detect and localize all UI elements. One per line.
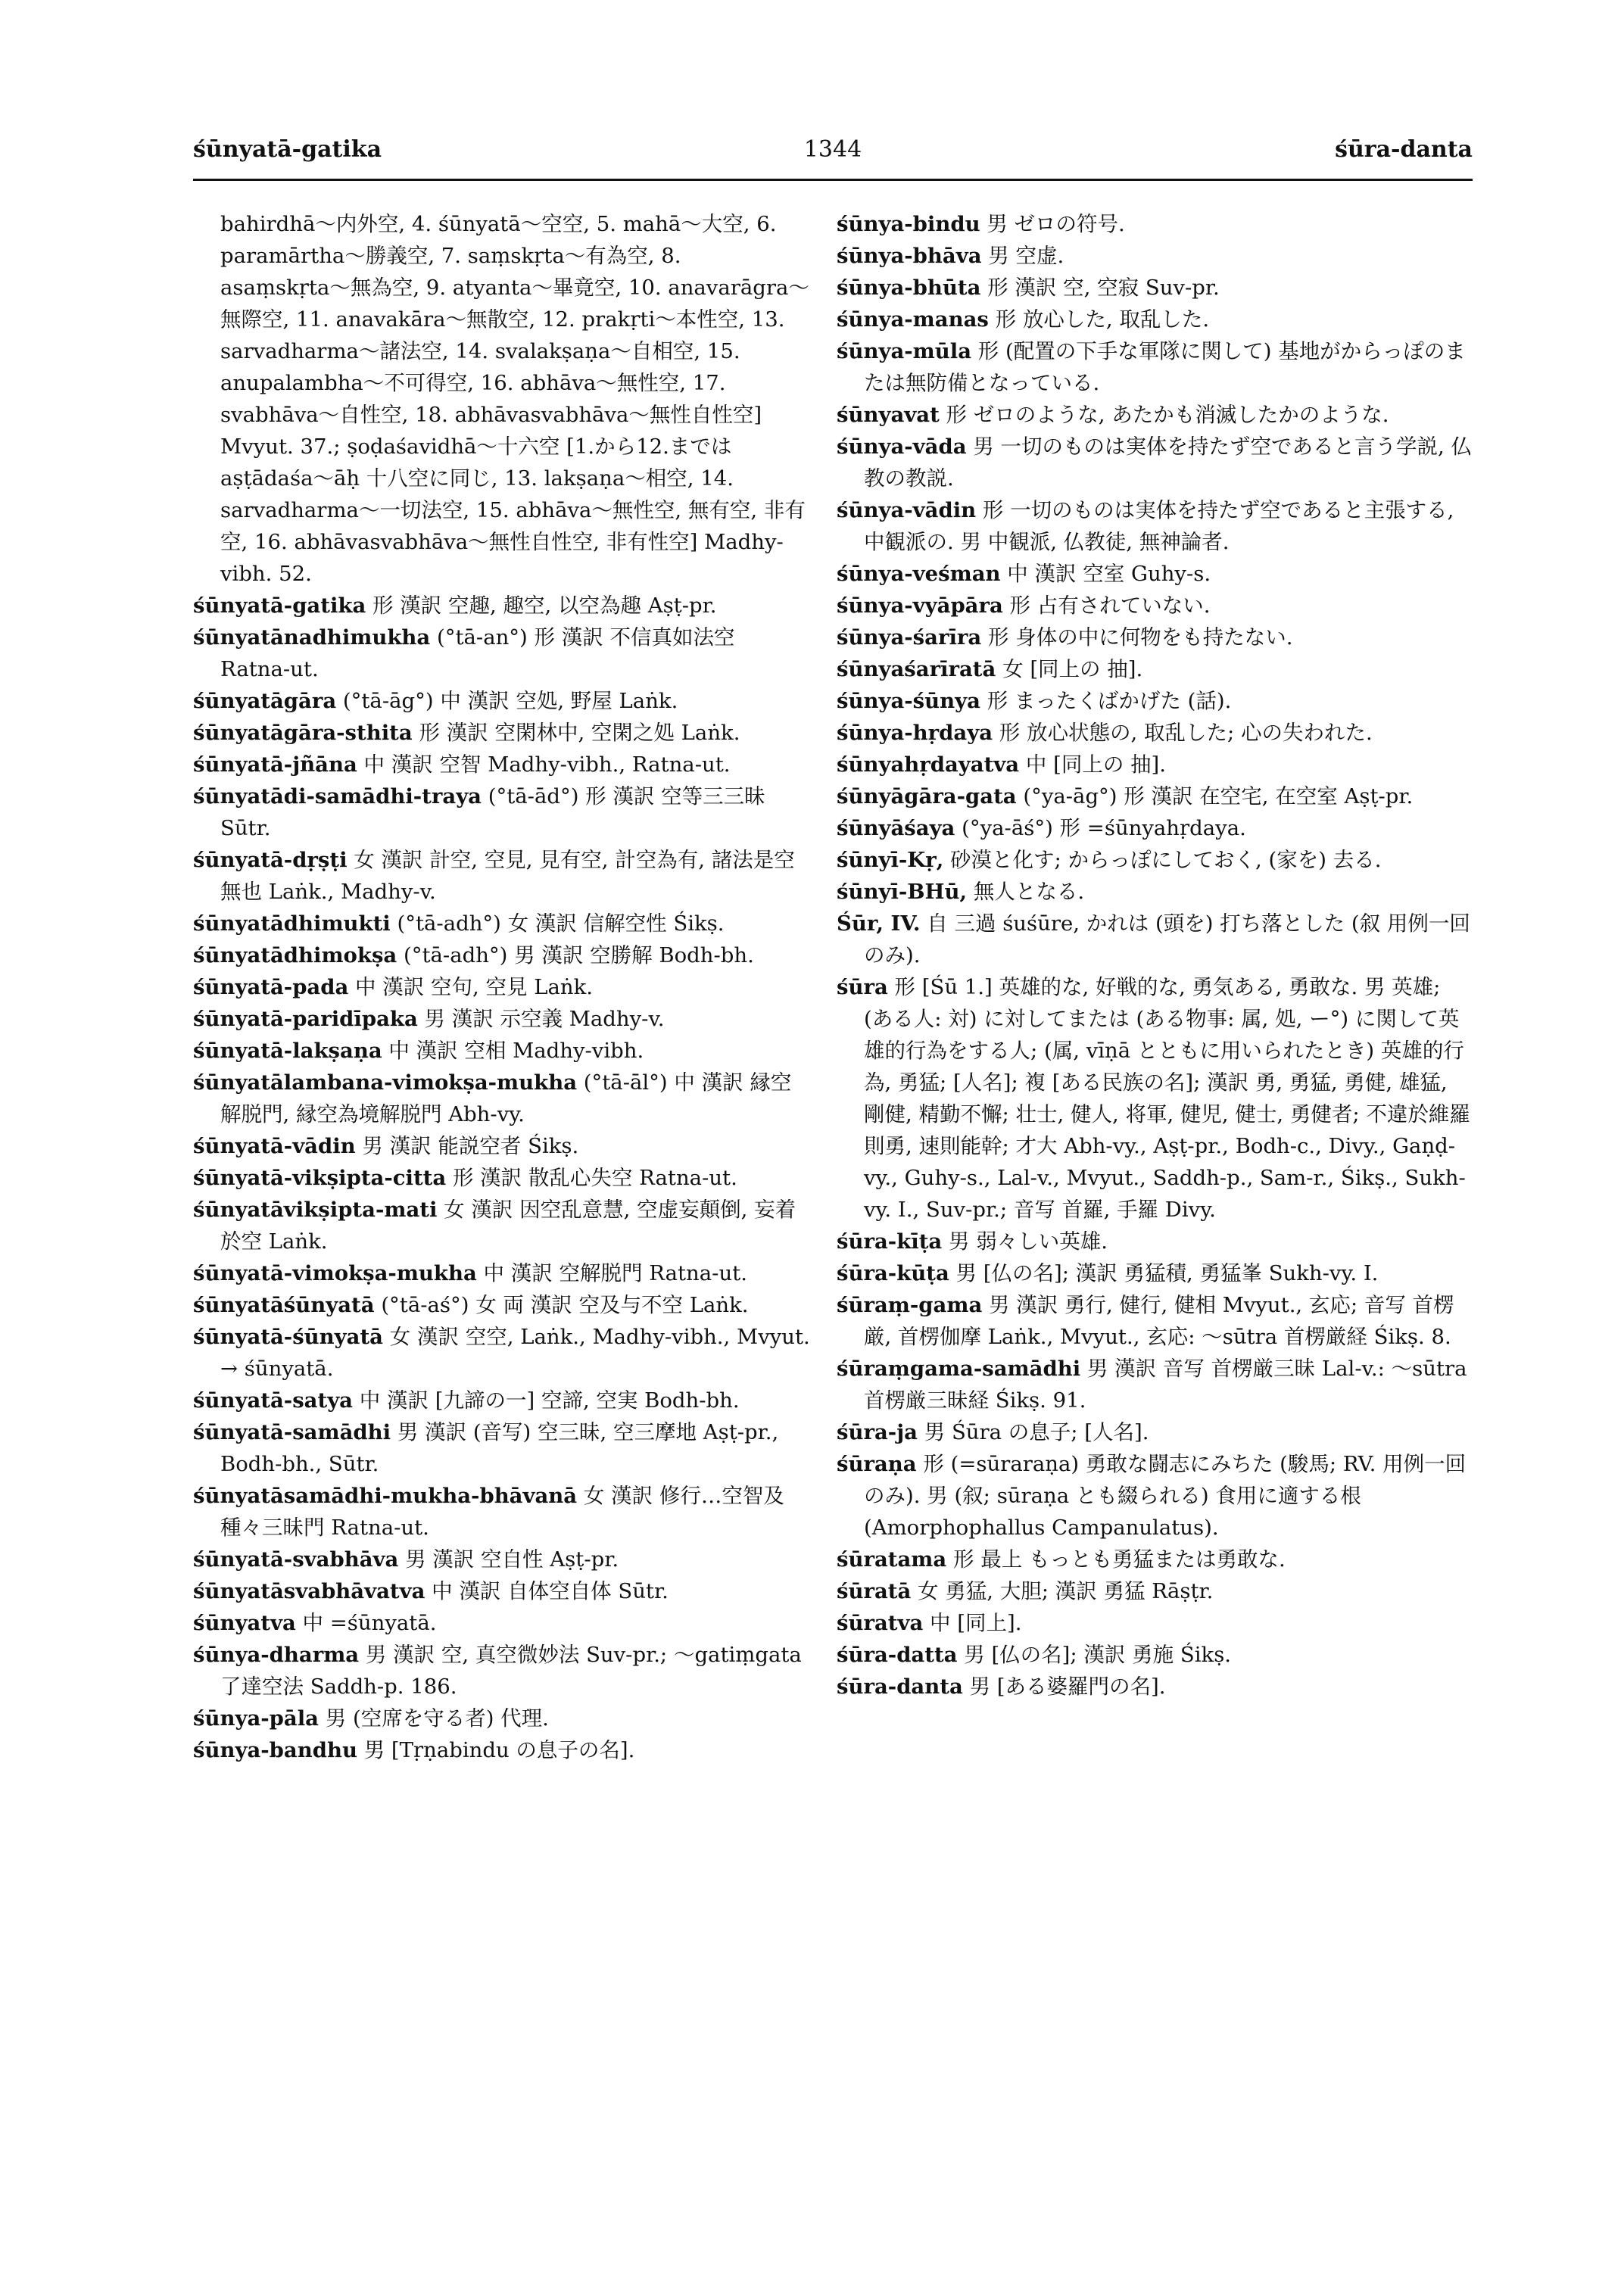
dictionary-entry [193, 622, 810, 685]
entry-headword: śūnya-vyāpāra [837, 594, 1003, 618]
entry-definition: (°tā-āg°) 中 漢訳 空処, 野屋 Laṅk. [336, 689, 678, 713]
dictionary-entry [837, 1353, 1473, 1416]
entry-headword: śūnyatva [193, 1611, 296, 1635]
dictionary-entry [837, 1544, 1473, 1575]
dictionary-entry [193, 1544, 810, 1575]
entry-headword: śūnya-śūnya [837, 689, 980, 713]
entry-headword: śūra-datta [837, 1643, 958, 1667]
dictionary-entry [193, 1734, 810, 1766]
dictionary-entry [837, 653, 1473, 685]
dictionary-entry [837, 304, 1473, 335]
entry-headword: śūnyī-BHū, [837, 880, 968, 904]
dictionary-entry [837, 1448, 1473, 1544]
dictionary-entry [193, 1003, 810, 1035]
entry-definition: 中 漢訳 空句, 空見 Laṅk. [348, 975, 594, 999]
entry-definition: 男 漢訳 (音写) 空三昧, 空三摩地 Aṣṭ-pr., Bodh-bh., Sūtr. [220, 1420, 779, 1476]
entry-definition: 中 =śūnyatā. [295, 1611, 437, 1635]
entry-headword: śūnyatāsamādhi-mukha-bhāvanā [193, 1484, 578, 1508]
entry-headword: śūnya-bindu [837, 212, 980, 236]
entry-definition: 中 漢訳 空解脱門 Ratna-ut. [476, 1261, 747, 1285]
entry-headword: śūnyatā-jñāna [193, 752, 357, 777]
dictionary-entry [193, 1416, 810, 1480]
entry-definition: (°ya-āg°) 形 漢訳 在空宅, 在空室 Aṣṭ-pr. [1016, 784, 1414, 808]
entry-definition: 形 占有されていない. [1002, 594, 1211, 618]
entry-headword: śūratā [837, 1579, 912, 1603]
entry-definition: 砂漠と化す; からっぽにしておく, (家を) 去る. [943, 848, 1382, 872]
dictionary-entry [837, 1575, 1473, 1607]
entry-headword: śūnyatānadhimukha [193, 625, 431, 650]
dictionary-entry [193, 1130, 810, 1162]
dictionary-entry [193, 1480, 810, 1544]
dictionary-entry [193, 1289, 810, 1321]
entry-definition: 男 漢訳 空自性 Aṣṭ-pr. [398, 1547, 619, 1572]
entry-headword: śūnya-vāda [837, 435, 967, 459]
entry-headword: śūnya-manas [837, 307, 989, 332]
dictionary-entry [837, 749, 1473, 780]
entry-headword: śūnyatālambana-vimokṣa-mukha [193, 1070, 578, 1095]
entry-definition: 形 漢訳 空閑林中, 空閑之処 Laṅk. [412, 721, 740, 745]
entry-definition: 男 漢訳 空, 真空微妙法 Suv-pr.; 〜gatiṃgata 了達空法 Saddh-p. 186. [220, 1643, 802, 1699]
entry-definition: 男 (空席を守る者) 代理. [319, 1706, 549, 1731]
dictionary-entry [193, 749, 810, 780]
entry-headword: śūnya-śarīra [837, 625, 982, 650]
entry-headword: śūratama [837, 1547, 947, 1572]
entry-definition: 形 一切のものは実体を持たず空であると主張する, 中観派の. 男 中観派, 仏教徒, 無神論者. [864, 498, 1454, 554]
entry-definition: 男 空虚. [981, 244, 1064, 268]
entry-definition: 男 弱々しい英雄. [942, 1229, 1108, 1254]
dictionary-entry [837, 558, 1473, 590]
dictionary-entry [837, 812, 1473, 844]
dictionary-entry [193, 1257, 810, 1289]
entry-headword: śūnyatā-satya [193, 1388, 354, 1413]
dictionary-entry [837, 1257, 1473, 1289]
entry-definition: 男 漢訳 勇行, 健行, 健相 Mvyut., 玄応; 音写 首楞厳, 首楞伽摩 Laṅk., Mvyut., 玄応: 〜sūtra 首楞厳経 Śikṣ. 8. [864, 1293, 1454, 1349]
entry-definition: (°tā-adh°) 男 漢訳 空勝解 Bodh-bh. [397, 943, 754, 967]
entry-headword: śūnyatā-samādhi [193, 1420, 391, 1444]
dictionary-entry [837, 1639, 1473, 1671]
entry-headword: śūnyāśaya [837, 816, 955, 840]
entry-definition: 男 [仏の名]; 漢訳 勇猛積, 勇猛峯 Sukh-vy. I. [949, 1261, 1379, 1285]
entry-definition: (°ya-āś°) 形 =śūnyahṛdaya. [955, 816, 1246, 840]
dictionary-entry [837, 1671, 1473, 1703]
entry-headword: śūnyatā-śūnyatā [193, 1325, 383, 1349]
entry-definition: 形 ゼロのような, あたかも消滅したかのような. [939, 403, 1389, 427]
entry-definition: 形 漢訳 散乱心失空 Ratna-ut. [446, 1166, 737, 1190]
entry-headword: śūnyāgāra-gata [837, 784, 1017, 808]
dictionary-entry [837, 272, 1473, 304]
entry-definition: 中 漢訳 空室 Guhy-s. [1000, 562, 1211, 586]
entry-headword: śūraṇa [837, 1452, 917, 1476]
entry-headword: śūra [837, 975, 888, 999]
entry-definition: (°tā-aś°) 女 両 漢訳 空及与不空 Laṅk. [374, 1293, 749, 1317]
entry-headword: śūnyatāgāra-sthita [193, 721, 413, 745]
entry-definition: 女 勇猛, 大胆; 漢訳 勇猛 Rāṣṭr. [911, 1579, 1214, 1603]
entry-definition: 形 放心した, 取乱した. [988, 307, 1210, 332]
entry-headword: śūnyatādhimokṣa [193, 943, 397, 967]
entry-definition: (°tā-adh°) 女 漢訳 信解空性 Śikṣ. [390, 911, 725, 936]
entry-headword: śūnya-bandhu [193, 1738, 357, 1762]
page-header [193, 136, 1473, 170]
entry-definition: 男 漢訳 示空義 Madhy-v. [417, 1007, 665, 1031]
entry-definition: 男 ゼロの符号. [980, 212, 1125, 236]
entry-headword: śūnya-dharma [193, 1643, 360, 1667]
dictionary-entry [837, 1289, 1473, 1353]
entry-headword: śūnya-pāla [193, 1706, 319, 1731]
entry-headword: śūnya-vādin [837, 498, 977, 522]
dictionary-entry [193, 1067, 810, 1130]
dictionary-entry [837, 335, 1473, 399]
continuation-text: bahirdhā〜内外空, 4. śūnyatā〜空空, 5. mahā〜大空, 6. paramārtha〜勝義空, 7. saṃskṛta〜有為空, 8. asaṃskṛta〜無為空, 9. atyanta〜畢竟空, 10. anavarāgra〜無際空, 11. anavakāra〜無散空, 12. prakṛti〜本性空, 13. sarvadharma〜諸法空, 14. svalakṣaṇa〜自相空, 15. anupalambha〜不可得空, 16. abhāva〜無性空, 17. svabhāva〜自性空, 18. abhāvasvabhāva〜無性自性空] Mvyut. 37.; ṣoḍaśavidhā〜十六空 [1.から12.まではaṣṭādaśa〜āḥ 十八空に同じ, 13. lakṣaṇa〜相空, 14. sarvadharma〜一切法空, 15. abhāva〜無性空, 無有空, 非有空, 16. abhāvasvabhāva〜無性自性空, 非有性空] Madhy-vibh. 52. [220, 212, 809, 586]
entry-headword: śūnyatāsvabhāvatva [193, 1579, 425, 1603]
entry-definition: 自 三過 śuśūre, かれは (頭を) 打ち落とした (叙 用例一回のみ). [864, 911, 1470, 967]
entry-definition: 中 漢訳 空相 Madhy-vibh. [382, 1039, 644, 1063]
entry-definition: 中 [同上]. [923, 1611, 1022, 1635]
dictionary-entry [193, 1321, 810, 1385]
entry-headword: śūnyatā-pada [193, 975, 349, 999]
entry-headword: śūraṃ-gama [837, 1293, 983, 1317]
dictionary-entry [837, 844, 1473, 876]
entry-headword: śūra-kūṭa [837, 1261, 949, 1285]
entry-headword: śūnyaśarīratā [837, 657, 996, 681]
entry-headword: śūnyatā-lakṣaṇa [193, 1039, 382, 1063]
entry-headword: śūra-danta [837, 1675, 963, 1699]
header-rule [193, 179, 1473, 181]
entry-headword: śūnyatā-vimokṣa-mukha [193, 1261, 477, 1285]
entry-headword: śūnyatādi-samādhi-traya [193, 784, 482, 808]
dictionary-entry [193, 844, 810, 908]
dictionary-entry [837, 240, 1473, 272]
dictionary-entry [193, 1385, 810, 1416]
dictionary-entry [193, 1639, 810, 1703]
entry-headword: śūnya-veśman [837, 562, 1001, 586]
page-number: 1344 [803, 136, 862, 163]
entry-headword: śūra-ja [837, 1420, 918, 1444]
entry-definition: 男 漢訳 能説空者 Śikṣ. [355, 1134, 579, 1158]
entry-definition: 形 [Śū 1.] 英雄的な, 好戦的な, 勇気ある, 勇敢な. 男 英雄; (ある人: 対) に対してまたは (ある物事: 属, 処, ー°) に関して英雄的行為をする人; (属, vīṇā とともに用いられたとき) 英雄的行為, 勇猛; [人名]; 複 [ある民族の名]; 漢訳 勇, 勇猛, 勇健, 雄猛, 剛健, 精勤不懈; 壮士, 健人, 将軍, 健児, 健士, 勇健者; 不違於維羅則勇, 速則能幹; 才大 Abh-vy., Aṣṭ-pr., Bodh-c., Divy., Gaṇḍ-vy., Guhy-s., Lal-v., Mvyut., Saddh-p., Sam-r., Śikṣ., Sukh-vy. I., Suv-pr.; 音写 首羅, 手羅 Divy. [864, 975, 1470, 1222]
dictionary-entry [193, 780, 810, 844]
entry-definition: 形 漢訳 空, 空寂 Suv-pr. [980, 276, 1220, 300]
dictionary-entry [837, 1416, 1473, 1448]
entry-definition: 女 漢訳 空空, Laṅk., Madhy-vibh., Mvyut. → śūnyatā. [220, 1325, 810, 1381]
entry-headword: śūnyī-Kṛ, [837, 848, 944, 872]
entry-definition: (°tā-ād°) 形 漢訳 空等三三昧 Sūtr. [220, 784, 765, 840]
entry-definition: 形 身体の中に何物をも持たない. [981, 625, 1293, 650]
entry-definition: 女 漢訳 計空, 空見, 見有空, 計空為有, 諸法是空無也 Laṅk., Madhy-v. [220, 848, 795, 904]
dictionary-entry [193, 1607, 810, 1639]
header-right-guideword: śūra-danta [1335, 136, 1473, 163]
entry-definition: 女 [同上の 抽]. [996, 657, 1143, 681]
dictionary-entry [837, 876, 1473, 908]
header-left-guideword: śūnyatā-gatika [193, 136, 382, 163]
entry-headword: śūnyatāgāra [193, 689, 337, 713]
entry-definition: 女 漢訳 修行…空智及種々三昧門 Ratna-ut. [220, 1484, 784, 1540]
entry-headword: śūnyatā-gatika [193, 594, 366, 618]
entry-definition: 男 Śūra の息子; [人名]. [917, 1420, 1149, 1444]
dictionary-entry [193, 590, 810, 622]
dictionary-entry [837, 622, 1473, 653]
entry-definition: 無人となる. [967, 880, 1085, 904]
entry-headword: śūnyatādhimukti [193, 911, 391, 936]
entry-definition: 中 [同上の 抽]. [1019, 752, 1167, 777]
entry-headword: śūnya-bhāva [837, 244, 982, 268]
entry-definition: 形 まったくばかげた (話). [980, 689, 1232, 713]
entry-headword: śūnyatāśūnyatā [193, 1293, 375, 1317]
dictionary-entry [837, 494, 1473, 558]
entry-headword: śūnyatāvikṣipta-mati [193, 1198, 438, 1222]
dictionary-entry [837, 208, 1473, 240]
dictionary-entry [193, 971, 810, 1003]
entry-definition: 男 [Tṛṇabindu の息子の名]. [357, 1738, 635, 1762]
dictionary-entry [193, 1035, 810, 1067]
entry-headword: śūnyatā-vikṣipta-citta [193, 1166, 447, 1190]
entry-definition: 中 漢訳 空智 Madhy-vibh., Ratna-ut. [357, 752, 731, 777]
entry-headword: śūra-kīṭa [837, 1229, 943, 1254]
right-column [837, 208, 1473, 1703]
entry-headword: śūnyatā-dṛṣṭi [193, 848, 348, 872]
dictionary-entry [837, 717, 1473, 749]
entry-definition: 男 [仏の名]; 漢訳 勇施 Śikṣ. [957, 1643, 1232, 1667]
dictionary-entry [837, 780, 1473, 812]
dictionary-entry [193, 717, 810, 749]
entry-definition: 中 漢訳 自体空自体 Sūtr. [425, 1579, 669, 1603]
dictionary-entry [837, 908, 1473, 971]
entry-headword: śūnyahṛdayatva [837, 752, 1020, 777]
entry-definition: 男 一切のものは実体を持たず空であると言う学説, 仏教の教説. [864, 435, 1472, 491]
entry-definition: 男 漢訳 音写 首楞厳三昧 Lal-v.: 〜sūtra 首楞厳三昧経 Śikṣ. 91. [864, 1357, 1467, 1413]
dictionary-entry [193, 1703, 810, 1734]
entry-headword: Śūr, IV. [837, 911, 921, 936]
dictionary-entry [193, 685, 810, 717]
entry-definition: 形 (配置の下手な軍隊に関して) 基地がからっぽのまたは無防備となっている. [864, 339, 1466, 395]
dictionary-entry [837, 1226, 1473, 1257]
dictionary-entry [193, 908, 810, 939]
entry-definition: 中 漢訳 [九諦の一] 空諦, 空実 Bodh-bh. [353, 1388, 740, 1413]
dictionary-entry [837, 431, 1473, 494]
entry-headword: śūnya-bhūta [837, 276, 981, 300]
dictionary-entry [193, 939, 810, 971]
entry-headword: śūnya-mūla [837, 339, 972, 363]
entry-headword: śūratva [837, 1611, 924, 1635]
entry-headword: śūnya-hṛdaya [837, 721, 993, 745]
entry-headword: śūnyavat [837, 403, 940, 427]
entry-definition: 女 漢訳 因空乱意慧, 空虚妄顛倒, 妄着於空 Laṅk. [220, 1198, 796, 1254]
entry-definition: (°tā-an°) 形 漢訳 不信真如法空 Ratna-ut. [220, 625, 735, 681]
dictionary-entry [837, 590, 1473, 622]
entry-headword: śūnyatā-svabhāva [193, 1547, 399, 1572]
dictionary-entry [193, 1575, 810, 1607]
entry-definition: (°tā-āl°) 中 漢訳 縁空解脱門, 縁空為境解脱門 Abh-vy. [220, 1070, 792, 1126]
entry-headword: śūraṃgama-samādhi [837, 1357, 1081, 1381]
entry-definition: 形 漢訳 空趣, 趣空, 以空為趣 Aṣṭ-pr. [366, 594, 717, 618]
dictionary-entry [837, 685, 1473, 717]
entry-definition: 形 最上 もっとも勇猛または勇敢な. [946, 1547, 1286, 1572]
dictionary-entry [193, 1194, 810, 1257]
entry-headword: śūnyatā-paridīpaka [193, 1007, 418, 1031]
entry-definition: 男 [ある婆羅門の名]. [962, 1675, 1166, 1699]
dictionary-entry [193, 1162, 810, 1194]
left-column [193, 208, 810, 1766]
entry-headword: śūnyatā-vādin [193, 1134, 356, 1158]
dictionary-entry [837, 971, 1473, 1226]
dictionary-entry [837, 399, 1473, 431]
entry-definition: 形 (=sūraraṇa) 勇敢な闘志にみちた (駿馬; RV. 用例一回のみ). 男 (叙; sūraṇa とも綴られる) 食用に適する根 (Amorphophallus Campanulatus). [864, 1452, 1467, 1540]
entry-definition: 形 放心状態の, 取乱した; 心の失われた. [993, 721, 1373, 745]
dictionary-entry [837, 1607, 1473, 1639]
